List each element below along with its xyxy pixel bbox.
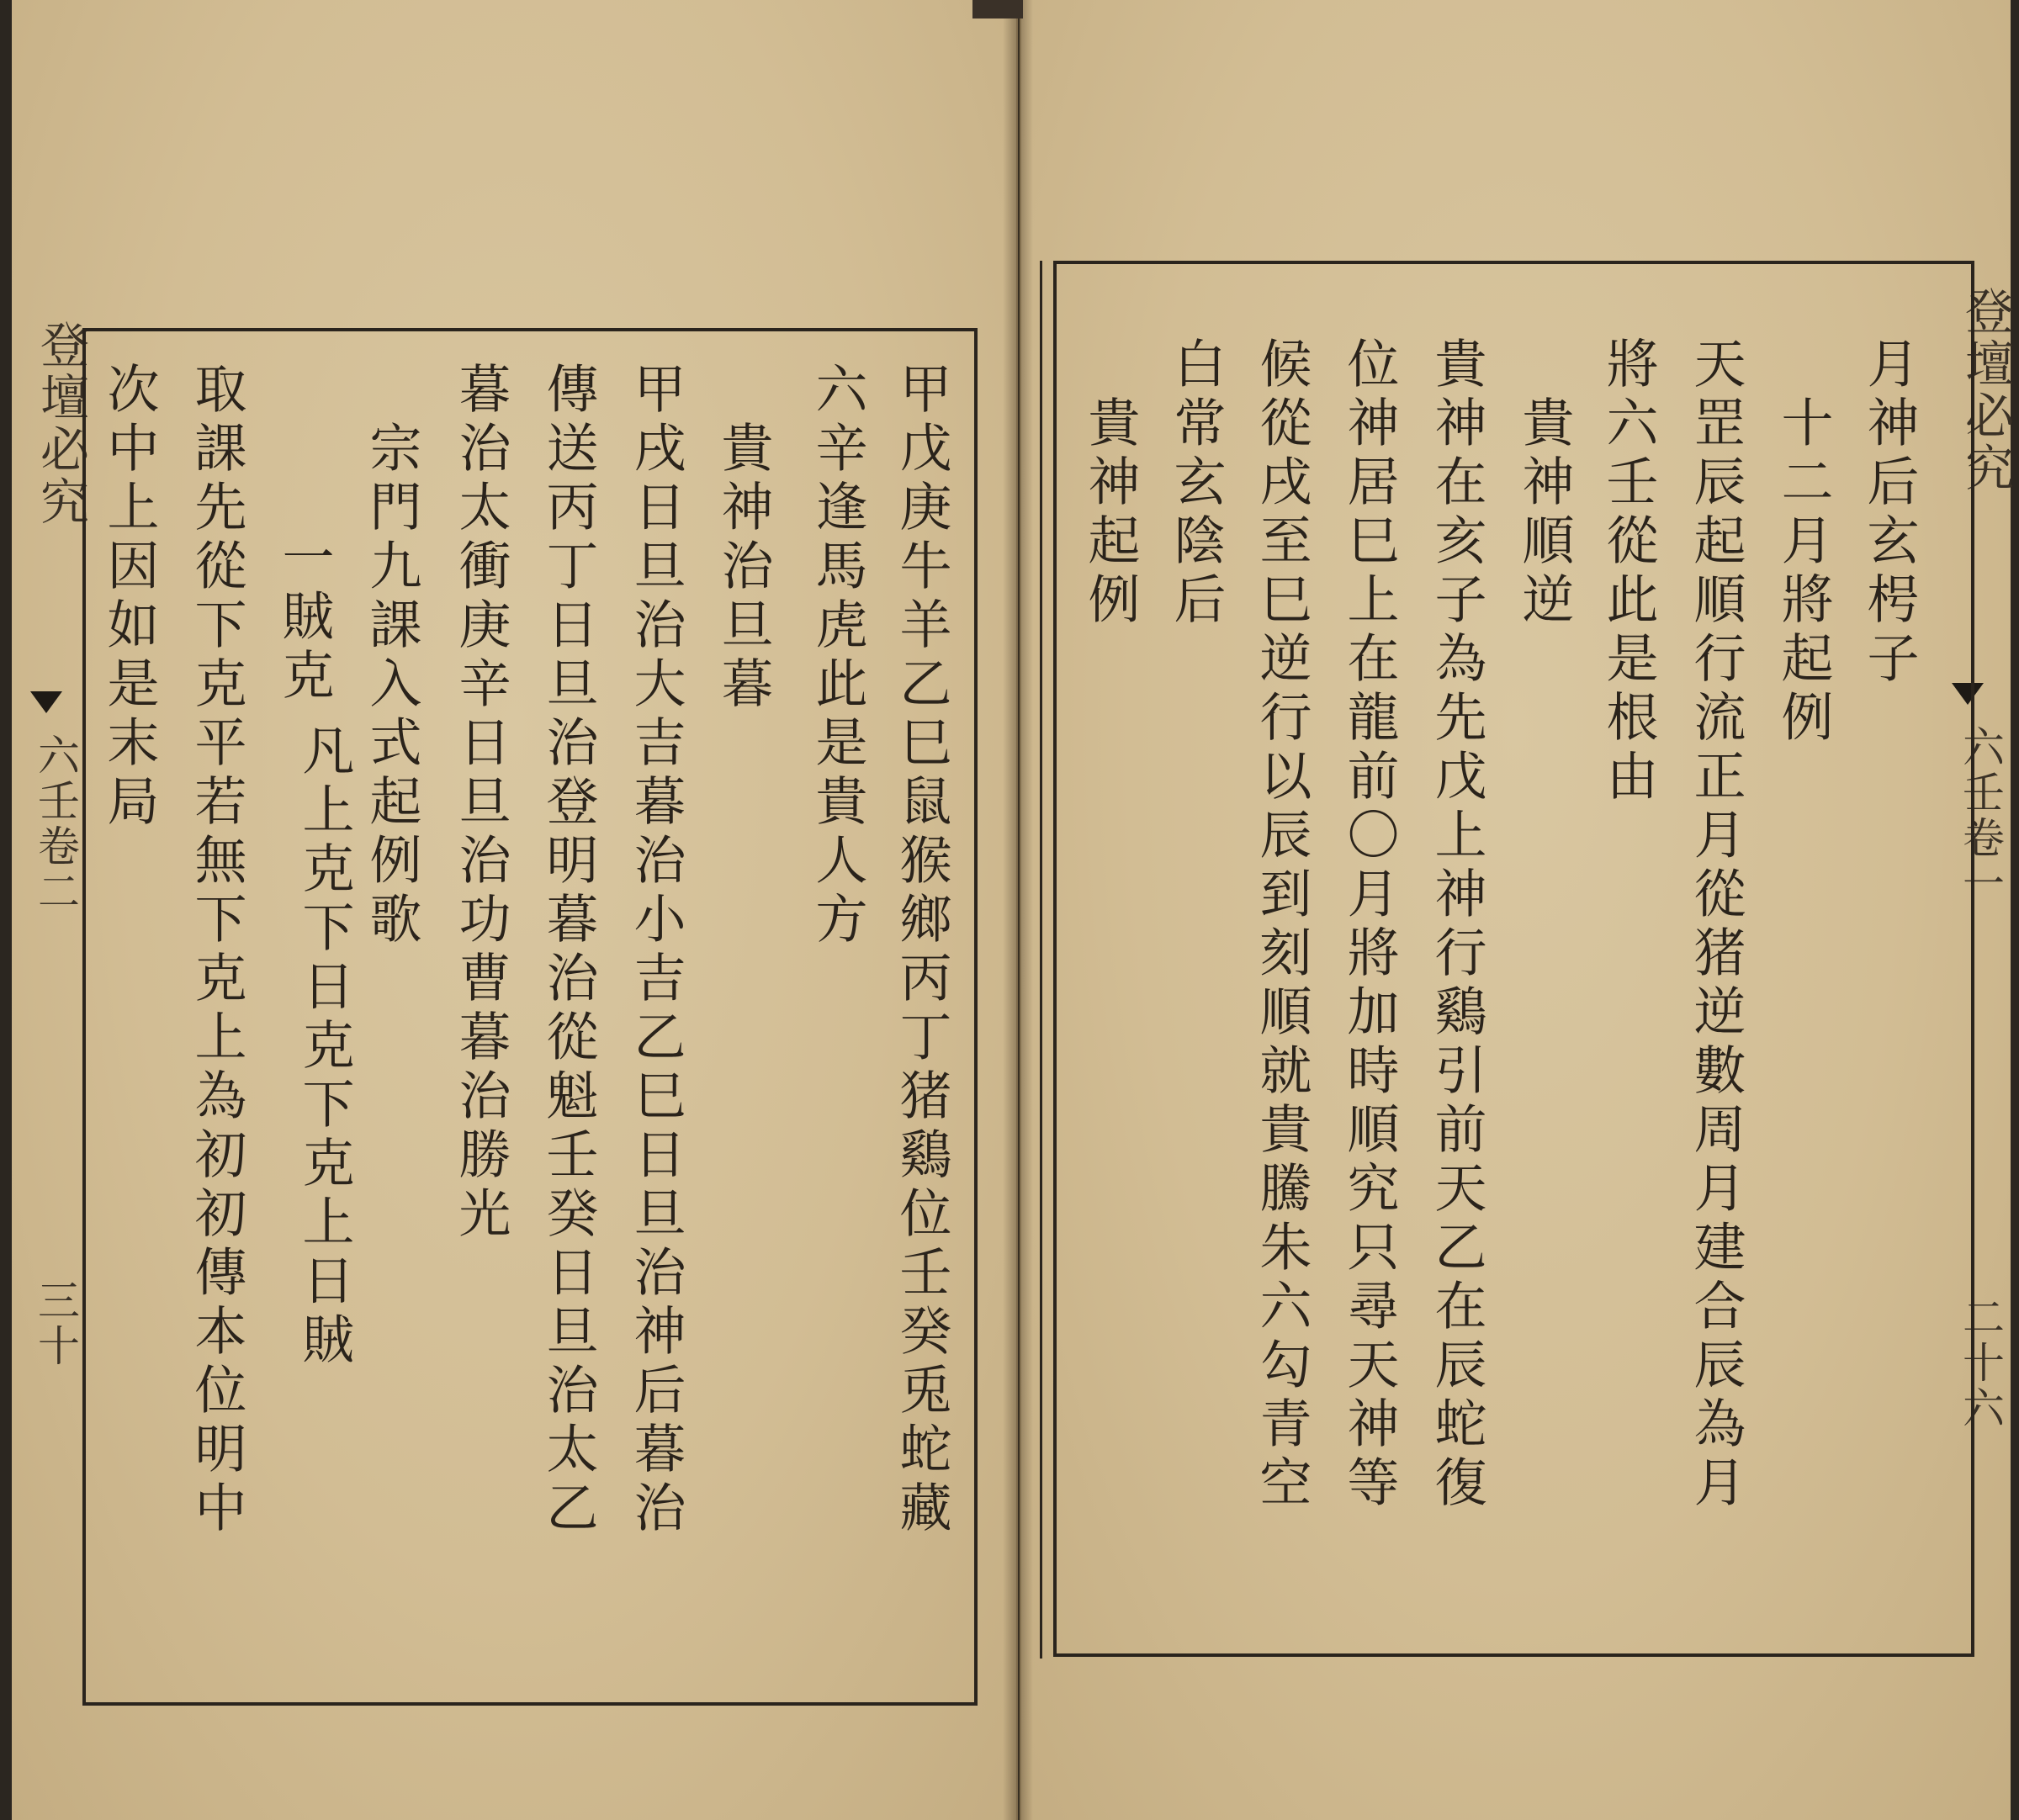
right-margin-title: 登壇必究 bbox=[1957, 286, 2014, 495]
left-column-2: 六辛逢馬虎此是貴人方 bbox=[807, 362, 868, 950]
right-column-4: 將六壬從此是根由 bbox=[1598, 336, 1659, 807]
left-column-5: 傳送丙丁日旦治登明暮治從魁壬癸日旦治太乙 bbox=[538, 362, 599, 1539]
right-column-10: 貴神起例 bbox=[1079, 395, 1141, 631]
right-column-6: 貴神在亥子為先戊上神行鷄引前天乙在辰蛇復 bbox=[1426, 336, 1487, 1514]
left-column-6: 暮治太衝庚辛日旦治功曹暮治勝光 bbox=[450, 362, 511, 1245]
left-column-10: 次中上因如是末局 bbox=[98, 362, 160, 833]
left-column-9: 取課先從下克平若無下克上為初初傳本位明中 bbox=[186, 362, 247, 1539]
left-margin-title: 登壇必究 bbox=[32, 320, 89, 528]
right-column-5: 貴神順逆 bbox=[1513, 395, 1575, 631]
right-margin-volume: 六壬卷一 bbox=[1956, 725, 2005, 907]
left-column-1: 甲戊庚牛羊乙巳鼠猴鄉丙丁猪鷄位壬癸兎蛇藏 bbox=[891, 362, 952, 1539]
top-binding-shadow bbox=[972, 0, 1023, 19]
left-margin-volume: 六壬卷二 bbox=[31, 733, 80, 915]
book-gutter bbox=[1003, 0, 1033, 1820]
right-column-7: 位神居巳上在龍前〇月將加時順究只尋天神等 bbox=[1338, 336, 1400, 1514]
right-column-2: 十二月將起例 bbox=[1773, 395, 1834, 749]
right-column-3: 天罡辰起順行流正月從猪逆數周月建合辰為月 bbox=[1685, 336, 1746, 1514]
left-column-4: 甲戌日旦治大吉暮治小吉乙巳日旦治神后暮治 bbox=[625, 362, 686, 1539]
left-margin-folio: 三十 bbox=[31, 1278, 80, 1369]
left-column-8: 一賊克 bbox=[273, 530, 335, 706]
left-column-3: 貴神治旦暮 bbox=[713, 421, 774, 715]
right-column-8: 候從戌至巳逆行以辰到刻順就貴騰朱六勾青空 bbox=[1251, 336, 1312, 1514]
right-margin-folio: 二十六 bbox=[1956, 1295, 2005, 1431]
right-column-9: 白常玄陰后 bbox=[1165, 336, 1227, 631]
right-column-1: 月神后玄枵子 bbox=[1858, 336, 1920, 690]
left-column-8-note: 凡上克下日克下克上日賊 bbox=[294, 723, 355, 1371]
left-column-7: 宗門九課入式起例歌 bbox=[361, 421, 422, 950]
